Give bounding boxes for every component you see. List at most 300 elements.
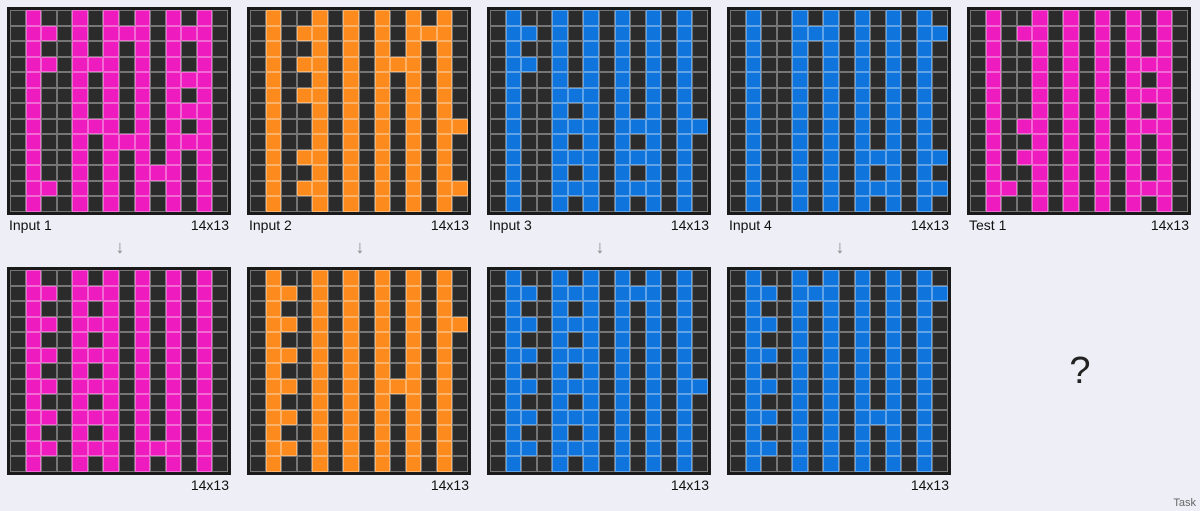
grid-cell [119, 150, 135, 166]
grid-cell [359, 286, 375, 302]
grid-cell [552, 41, 568, 57]
grid-cell [583, 88, 599, 104]
grid-cell [88, 165, 104, 181]
grid-cell [88, 410, 104, 426]
grid-cell [406, 363, 422, 379]
grid-cell [150, 456, 166, 472]
grid-cell [552, 286, 568, 302]
grid-cell [10, 88, 26, 104]
output-panel-4 [727, 267, 951, 493]
grid-cell [1032, 41, 1048, 57]
grid-cell [855, 119, 871, 135]
grid-cell [886, 425, 902, 441]
grid-cell [1141, 26, 1157, 42]
grid-cell [615, 317, 631, 333]
grid-cell [568, 165, 584, 181]
grid-cell [10, 57, 26, 73]
grid-cell [552, 57, 568, 73]
grid-cell [761, 150, 777, 166]
grid-cell [343, 270, 359, 286]
grid-cell [761, 286, 777, 302]
grid-cell [421, 57, 437, 73]
grid-cell [343, 332, 359, 348]
grid-cell [917, 441, 933, 457]
grid-cell [406, 134, 422, 150]
grid-cell [583, 317, 599, 333]
grid-cell [537, 410, 553, 426]
grid-cell [103, 363, 119, 379]
grid-cell [281, 317, 297, 333]
grid-cell [661, 301, 677, 317]
grid-cell [792, 26, 808, 42]
grid-cell [901, 363, 917, 379]
grid-cell [839, 332, 855, 348]
grid-cell [692, 103, 708, 119]
grid-cell [359, 441, 375, 457]
grid-cell [212, 103, 228, 119]
grid-cell [57, 10, 73, 26]
grid-cell [552, 88, 568, 104]
grid-cell [568, 317, 584, 333]
grid-cell [521, 88, 537, 104]
grid-cell [746, 103, 762, 119]
grid-cell [281, 41, 297, 57]
grid-cell [72, 270, 88, 286]
grid-cell [855, 394, 871, 410]
grid-cell [808, 348, 824, 364]
grid-cell [490, 72, 506, 88]
grid-cell [692, 332, 708, 348]
grid-cell [212, 270, 228, 286]
grid-cell [1063, 41, 1079, 57]
grid-cell [823, 270, 839, 286]
grid-cell [692, 348, 708, 364]
grid-cell [661, 150, 677, 166]
grid-cell [1157, 72, 1173, 88]
grid-cell [119, 103, 135, 119]
grid-cell [1001, 88, 1017, 104]
grid-cell [266, 181, 282, 197]
grid-cell [10, 317, 26, 333]
grid-cell [761, 394, 777, 410]
grid-cell [437, 301, 453, 317]
grid-cell [390, 57, 406, 73]
grid-cell [521, 57, 537, 73]
grid-cell [135, 134, 151, 150]
grid-cell [661, 363, 677, 379]
grid-cell [26, 270, 42, 286]
grid-cell [1126, 150, 1142, 166]
grid-cell [855, 317, 871, 333]
grid-cell [197, 425, 213, 441]
grid-cell [88, 456, 104, 472]
grid-cell [917, 57, 933, 73]
grid-cell [808, 301, 824, 317]
grid-cell [917, 134, 933, 150]
grid-cell [761, 88, 777, 104]
grid-cell [72, 379, 88, 395]
grid-cell [823, 363, 839, 379]
grid-cell [886, 301, 902, 317]
output-dims-2: 14x13 [430, 477, 469, 493]
grid-cell [506, 150, 522, 166]
grid-cell [452, 134, 468, 150]
grid-cell [777, 57, 793, 73]
grid-cell [615, 456, 631, 472]
grid-cell [10, 196, 26, 212]
grid-cell [490, 103, 506, 119]
grid-cell [583, 286, 599, 302]
grid-cell [521, 10, 537, 26]
grid-cell [568, 301, 584, 317]
grid-cell [250, 181, 266, 197]
grid-cell [870, 196, 886, 212]
grid-cell [57, 441, 73, 457]
grid-cell [312, 57, 328, 73]
grid-cell [901, 103, 917, 119]
grid-cell [406, 410, 422, 426]
grid-cell [490, 165, 506, 181]
grid-cell [452, 441, 468, 457]
grid-cell [870, 348, 886, 364]
grid-cell [599, 379, 615, 395]
grid-cell [297, 88, 313, 104]
grid-cell [490, 363, 506, 379]
grid-cell [250, 332, 266, 348]
grid-cell [583, 456, 599, 472]
grid-cell [135, 363, 151, 379]
grid-cell [72, 88, 88, 104]
grid-cell [119, 165, 135, 181]
grid-cell [761, 363, 777, 379]
grid-cell [421, 119, 437, 135]
grid-cell [1032, 57, 1048, 73]
grid-cell [792, 103, 808, 119]
grid-cell [855, 26, 871, 42]
grid-cell [855, 181, 871, 197]
grid-cell [390, 363, 406, 379]
grid-cell [57, 425, 73, 441]
grid-cell [506, 10, 522, 26]
grid-cell [777, 181, 793, 197]
grid-cell [583, 72, 599, 88]
grid-cell [646, 441, 662, 457]
grid-cell [266, 150, 282, 166]
grid-cell [839, 348, 855, 364]
grid-cell [1001, 26, 1017, 42]
grid-cell [390, 441, 406, 457]
grid-cell [1048, 165, 1064, 181]
grid-cell [970, 119, 986, 135]
grid-cell [901, 196, 917, 212]
grid-cell [506, 165, 522, 181]
grid-cell [150, 270, 166, 286]
grid-cell [390, 165, 406, 181]
grid-cell [88, 57, 104, 73]
output-grid-3 [487, 267, 711, 475]
grid-cell [166, 363, 182, 379]
grid-cell [343, 150, 359, 166]
grid-cell [281, 88, 297, 104]
grid-cell [375, 441, 391, 457]
grid-cell [437, 10, 453, 26]
grid-cell [506, 119, 522, 135]
grid-cell [343, 410, 359, 426]
grid-cell [646, 134, 662, 150]
grid-cell [855, 379, 871, 395]
grid-cell [917, 410, 933, 426]
grid-cell [1141, 150, 1157, 166]
grid-cell [437, 441, 453, 457]
grid-cell [1001, 134, 1017, 150]
grid-cell [677, 379, 693, 395]
grid-cell [901, 165, 917, 181]
grid-cell [823, 286, 839, 302]
grid-cell [281, 348, 297, 364]
grid-cell [57, 72, 73, 88]
grid-cell [328, 119, 344, 135]
grid-cell [10, 72, 26, 88]
grid-cell [212, 72, 228, 88]
grid-cell [1110, 103, 1126, 119]
grid-cell [57, 26, 73, 42]
grid-cell [552, 165, 568, 181]
grid-cell [406, 270, 422, 286]
grid-cell [1017, 181, 1033, 197]
grid-cell [312, 286, 328, 302]
grid-cell [917, 150, 933, 166]
grid-cell [452, 10, 468, 26]
grid-cell [886, 26, 902, 42]
grid-cell [1172, 150, 1188, 166]
grid-cell [537, 441, 553, 457]
grid-cell [88, 88, 104, 104]
grid-cell [932, 410, 948, 426]
grid-cell [777, 394, 793, 410]
grid-cell [986, 57, 1002, 73]
grid-cell [506, 317, 522, 333]
grid-cell [328, 134, 344, 150]
grid-cell [917, 332, 933, 348]
grid-cell [808, 26, 824, 42]
grid-cell [901, 119, 917, 135]
grid-cell [855, 410, 871, 426]
grid-cell [506, 270, 522, 286]
grid-cell [26, 410, 42, 426]
grid-cell [26, 150, 42, 166]
grid-cell [839, 410, 855, 426]
grid-cell [119, 456, 135, 472]
grid-cell [181, 317, 197, 333]
grid-cell [901, 456, 917, 472]
grid-cell [72, 317, 88, 333]
grid-cell [26, 88, 42, 104]
grid-cell [359, 425, 375, 441]
grid-cell [568, 441, 584, 457]
grid-cell [839, 181, 855, 197]
grid-cell [615, 103, 631, 119]
grid-cell [281, 196, 297, 212]
grid-cell [1157, 10, 1173, 26]
grid-cell [677, 317, 693, 333]
grid-cell [266, 119, 282, 135]
grid-cell [312, 348, 328, 364]
grid-cell [390, 41, 406, 57]
grid-cell [166, 10, 182, 26]
grid-cell [855, 196, 871, 212]
grid-cell [986, 196, 1002, 212]
grid-cell [197, 150, 213, 166]
grid-cell [197, 301, 213, 317]
grid-cell [599, 332, 615, 348]
grid-cell [630, 379, 646, 395]
grid-cell [677, 88, 693, 104]
grid-cell [343, 41, 359, 57]
grid-cell [72, 103, 88, 119]
grid-cell [870, 363, 886, 379]
grid-cell [761, 441, 777, 457]
grid-cell [1095, 150, 1111, 166]
grid-cell [646, 88, 662, 104]
grid-cell [630, 394, 646, 410]
grid-cell [406, 181, 422, 197]
grid-cell [823, 379, 839, 395]
grid-cell [568, 41, 584, 57]
grid-cell [266, 57, 282, 73]
grid-cell [870, 150, 886, 166]
grid-cell [792, 57, 808, 73]
grid-cell [266, 301, 282, 317]
grid-cell [421, 134, 437, 150]
grid-cell [297, 134, 313, 150]
grid-cell [855, 150, 871, 166]
grid-cell [932, 165, 948, 181]
grid-cell [599, 57, 615, 73]
grid-cell [421, 103, 437, 119]
grid-cell [677, 270, 693, 286]
grid-cell [870, 134, 886, 150]
grid-cell [917, 379, 933, 395]
grid-cell [359, 119, 375, 135]
grid-cell [103, 103, 119, 119]
task-footer-label: Task [1173, 497, 1196, 509]
grid-cell [26, 57, 42, 73]
grid-cell [537, 26, 553, 42]
grid-cell [823, 410, 839, 426]
grid-cell [661, 196, 677, 212]
grid-cell [839, 363, 855, 379]
grid-cell [328, 165, 344, 181]
grid-cell [792, 332, 808, 348]
output-panel-3 [487, 267, 711, 493]
grid-cell [312, 379, 328, 395]
grid-cell [792, 134, 808, 150]
test-grid [967, 7, 1191, 215]
grid-cell [886, 363, 902, 379]
grid-cell [119, 394, 135, 410]
grid-cell [26, 196, 42, 212]
grid-cell [646, 379, 662, 395]
grid-cell [135, 57, 151, 73]
grid-cell [692, 165, 708, 181]
grid-cell [359, 301, 375, 317]
grid-cell [375, 88, 391, 104]
grid-cell [119, 425, 135, 441]
grid-cell [212, 317, 228, 333]
grid-cell [197, 394, 213, 410]
grid-cell [212, 10, 228, 26]
grid-cell [181, 456, 197, 472]
grid-cell [870, 181, 886, 197]
grid-cell [135, 181, 151, 197]
grid-cell [26, 26, 42, 42]
test-label: Test 1 [969, 217, 1007, 233]
grid-cell [746, 441, 762, 457]
grid-cell [1079, 119, 1095, 135]
grid-cell [328, 196, 344, 212]
output-dims-1: 14x13 [190, 477, 229, 493]
grid-cell [677, 410, 693, 426]
grid-cell [166, 103, 182, 119]
grid-cell [181, 196, 197, 212]
grid-cell [197, 181, 213, 197]
grid-cell [777, 41, 793, 57]
grid-cell [855, 348, 871, 364]
grid-cell [437, 57, 453, 73]
grid-cell [630, 26, 646, 42]
grid-cell [119, 41, 135, 57]
grid-cell [808, 317, 824, 333]
grid-cell [917, 103, 933, 119]
grid-cell [1172, 10, 1188, 26]
grid-cell [181, 150, 197, 166]
grid-cell [1017, 119, 1033, 135]
grid-cell [692, 379, 708, 395]
grid-cell [823, 26, 839, 42]
grid-cell [26, 181, 42, 197]
grid-cell [135, 394, 151, 410]
grid-cell [41, 165, 57, 181]
grid-cell [677, 41, 693, 57]
grid-cell [506, 181, 522, 197]
grid-cell [886, 394, 902, 410]
grid-cell [870, 301, 886, 317]
grid-cell [839, 26, 855, 42]
input-grid-3 [487, 7, 711, 215]
grid-cell [1110, 26, 1126, 42]
grid-cell [57, 332, 73, 348]
grid-cell [266, 456, 282, 472]
grid-cell [390, 72, 406, 88]
grid-cell [568, 270, 584, 286]
grid-cell [583, 348, 599, 364]
grid-cell [41, 410, 57, 426]
grid-cell [72, 196, 88, 212]
grid-cell [615, 410, 631, 426]
grid-cell [57, 363, 73, 379]
grid-cell [10, 286, 26, 302]
grid-cell [1126, 103, 1142, 119]
grid-cell [421, 26, 437, 42]
grid-cell [490, 270, 506, 286]
grid-cell [986, 88, 1002, 104]
input-panel-2 [247, 7, 471, 233]
grid-cell [1141, 41, 1157, 57]
grid-cell [746, 119, 762, 135]
grid-cell [41, 270, 57, 286]
grid-cell [746, 410, 762, 426]
grid-cell [135, 165, 151, 181]
